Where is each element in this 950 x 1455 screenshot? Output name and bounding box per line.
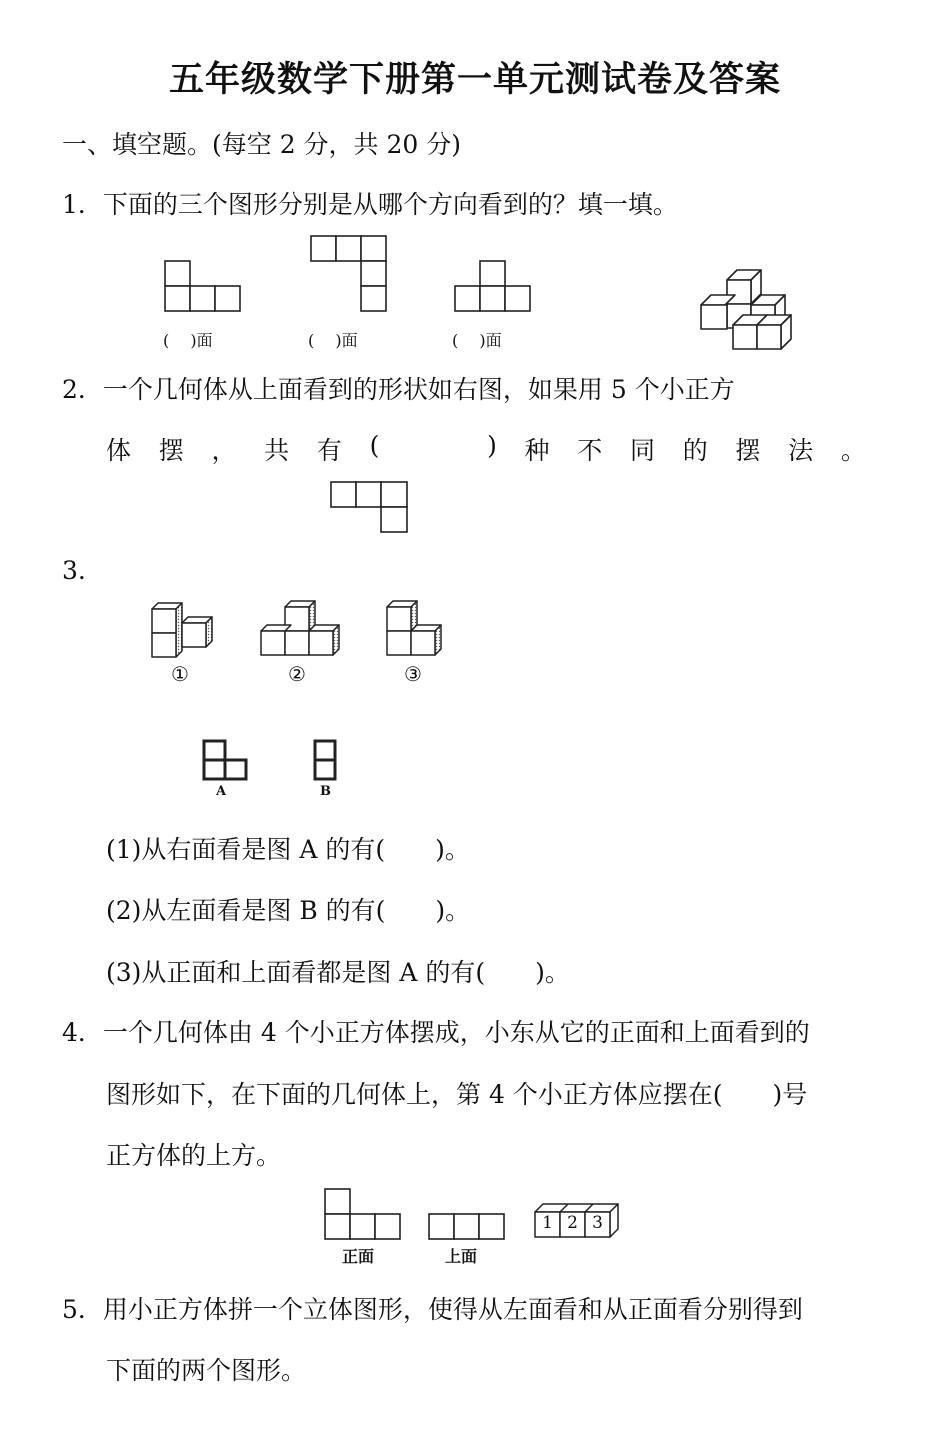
q5-line-2: 下面的两个图形。: [106, 1356, 307, 1385]
q4-cube-number-1: 1: [542, 1213, 553, 1233]
page-title: 五年级数学下册第一单元测试卷及答案: [168, 59, 781, 100]
q2-token: ，: [211, 436, 237, 465]
q2-token: 不: [577, 436, 603, 465]
q2-token: ): [487, 431, 497, 460]
q5-line-1: 5．用小正方体拼一个立体图形，使得从左面看和从正面看分别得到: [62, 1295, 803, 1324]
q3-view-label-b: B: [320, 784, 331, 799]
section-heading: 一、填空题。(每空 2 分，共 20 分): [62, 130, 462, 159]
q1-caption-3: ( )面: [452, 331, 502, 350]
q3-item-3: (3)从正面和上面看都是图 A 的有( )。: [106, 958, 570, 987]
q1-caption-1: ( )面: [163, 331, 213, 350]
q3-label: 3.: [62, 556, 86, 585]
q4-top-view: [429, 1214, 504, 1239]
q4-top-view-label: 上面: [445, 1247, 478, 1266]
q3-shape-label-2: ②: [288, 662, 306, 686]
q3-shape-label-1: ①: [171, 662, 189, 686]
q2-token: 有: [316, 436, 342, 465]
q3-view-label-a: A: [216, 784, 227, 799]
q3-item-2: (2)从左面看是图 B 的有( )。: [106, 896, 471, 925]
q2-token: 的: [682, 436, 708, 465]
q4-cube-number-3: 3: [592, 1213, 603, 1233]
q2-token: 法: [788, 436, 814, 465]
q2-token: 体: [106, 436, 132, 465]
q4-cube-number-2: 2: [567, 1213, 578, 1233]
q1-caption-2: ( )面: [308, 331, 358, 350]
q2-token: 摆: [735, 436, 761, 465]
q2-token: 。: [840, 436, 866, 465]
q2-token: 共: [264, 436, 290, 465]
q2-token: 同: [629, 436, 655, 465]
q2-token: (: [369, 431, 380, 460]
q1-text: 1．下面的三个图形分别是从哪个方向看到的？填一填。: [62, 190, 678, 219]
q4-line-2: 图形如下，在下面的几何体上，第 4 个小正方体应摆在( )号: [106, 1080, 808, 1109]
q4-front-view: [325, 1189, 400, 1239]
q3-shape-label-3: ③: [404, 662, 422, 686]
q4-front-view-label: 正面: [342, 1247, 375, 1266]
q2-token: 种: [524, 436, 550, 465]
q3-item-1: (1)从右面看是图 A 的有( )。: [106, 835, 470, 864]
q4-line-1: 4．一个几何体由 4 个小正方体摆成，小东从它的正面和上面看到的: [62, 1018, 810, 1047]
q4-line-3: 正方体的上方。: [106, 1141, 282, 1170]
q2-token: 摆: [158, 436, 184, 465]
q2-line-1: 2．一个几何体从上面看到的形状如右图，如果用 5 个小正方: [62, 375, 735, 404]
